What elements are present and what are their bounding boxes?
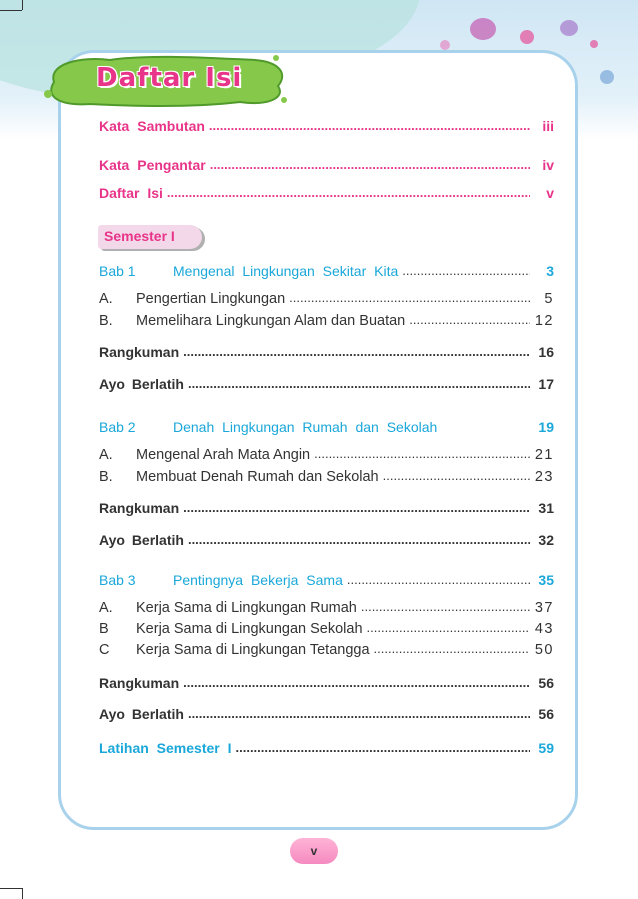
section-entry[interactable] <box>99 642 554 662</box>
summary-entry[interactable] <box>99 675 554 695</box>
semester-tag-label: Semester I <box>104 228 175 244</box>
section-letter: A. <box>99 291 113 307</box>
page-title: Daftar Isi <box>96 63 243 93</box>
paint-splat <box>470 18 496 40</box>
leader-dots <box>314 446 530 462</box>
toc-entry[interactable] <box>99 185 554 205</box>
exercise-label: Ayo Berlatih <box>99 532 184 548</box>
chapter-entry[interactable] <box>99 572 554 592</box>
leader-dots <box>361 599 530 615</box>
summary-page: 56 <box>538 675 554 691</box>
chapter-entry[interactable] <box>99 263 554 283</box>
leader-dots <box>188 531 530 547</box>
chapter-entry[interactable] <box>99 419 554 439</box>
summary-label: Rangkuman <box>99 500 180 516</box>
crop-mark <box>22 888 23 899</box>
exercise-entry[interactable] <box>99 532 554 552</box>
paint-splat <box>440 40 450 50</box>
leader-dots <box>188 705 530 721</box>
leader-dots <box>210 156 530 172</box>
section-title: Membuat Denah Rumah dan Sekolah <box>136 469 379 485</box>
crop-mark <box>0 888 22 889</box>
toc-entry[interactable] <box>99 157 554 177</box>
toc-entry-page: v <box>546 185 554 201</box>
section-letter: B <box>99 621 109 637</box>
crop-mark <box>22 0 23 10</box>
section-entry[interactable] <box>99 313 554 333</box>
chapter-number: Bab 3 <box>99 572 136 588</box>
chapter-number: Bab 1 <box>99 263 136 279</box>
leader-dots <box>188 375 530 391</box>
toc-entry-page: iv <box>542 157 554 173</box>
toc-entry-label: Kata Pengantar <box>99 157 206 173</box>
toc-entry[interactable] <box>99 118 554 138</box>
section-title: Kerja Sama di Lingkungan Sekolah <box>136 621 363 637</box>
leader-dots <box>374 641 530 657</box>
section-entry[interactable] <box>99 469 554 489</box>
leader-dots <box>402 262 530 278</box>
semester-exercise-label: Latihan Semester I <box>99 740 232 756</box>
section-page: 12 <box>534 313 554 329</box>
paint-splat <box>560 20 578 36</box>
leader-dots <box>409 312 530 328</box>
summary-page: 31 <box>538 500 554 516</box>
paint-splat <box>600 70 614 84</box>
section-title: Mengenal Arah Mata Angin <box>136 447 311 463</box>
exercise-page: 56 <box>538 706 554 722</box>
summary-entry[interactable] <box>99 500 554 520</box>
exercise-page: 32 <box>538 532 554 548</box>
section-letter: A. <box>99 600 113 616</box>
section-letter: B. <box>99 313 113 329</box>
chapter-title: Pentingnya Bekerja Sama <box>173 572 343 588</box>
summary-label: Rangkuman <box>99 344 180 360</box>
section-title: Memelihara Lingkungan Alam dan Buatan <box>136 313 406 329</box>
section-title: Kerja Sama di Lingkungan Rumah <box>136 600 357 616</box>
section-title: Kerja Sama di Lingkungan Tetangga <box>136 642 370 658</box>
exercise-entry[interactable] <box>99 706 554 726</box>
section-entry[interactable] <box>99 291 554 311</box>
chapter-title: Mengenal Lingkungan Sekitar Kita <box>173 263 399 279</box>
exercise-label: Ayo Berlatih <box>99 376 184 392</box>
paint-splat <box>590 40 598 48</box>
crop-mark <box>0 10 22 11</box>
section-page: 5 <box>544 291 554 307</box>
leader-dots <box>183 674 530 690</box>
leader-dots <box>183 343 530 359</box>
chapter-page: 35 <box>538 572 554 588</box>
section-entry[interactable] <box>99 447 554 467</box>
leader-dots <box>236 739 531 755</box>
leader-dots <box>183 499 530 515</box>
section-entry[interactable] <box>99 600 554 620</box>
leader-dots <box>289 290 530 306</box>
exercise-entry[interactable] <box>99 376 554 396</box>
exercise-label: Ayo Berlatih <box>99 706 184 722</box>
toc-entry-label: Kata Sambutan <box>99 118 205 134</box>
semester-tag <box>98 225 202 249</box>
chapter-page: 19 <box>538 419 554 435</box>
semester-exercise-page: 59 <box>538 740 554 756</box>
paint-splat <box>520 30 534 44</box>
leader-dots <box>209 117 530 133</box>
section-letter: C <box>99 642 110 658</box>
page-number-badge: v <box>290 838 338 864</box>
leader-dots <box>167 184 530 200</box>
semester-exercise-entry[interactable] <box>99 740 554 760</box>
section-letter: B. <box>99 469 113 485</box>
section-page: 21 <box>534 447 554 463</box>
section-page: 23 <box>534 469 554 485</box>
toc-entry-page: iii <box>542 118 554 134</box>
exercise-page: 17 <box>538 376 554 392</box>
section-entry[interactable] <box>99 621 554 641</box>
chapter-title: Denah Lingkungan Rumah dan Sekolah <box>173 419 438 435</box>
chapter-number: Bab 2 <box>99 419 136 435</box>
summary-label: Rangkuman <box>99 675 180 691</box>
leader-dots <box>367 620 530 636</box>
section-page: 37 <box>534 600 554 616</box>
section-title: Pengertian Lingkungan <box>136 291 286 307</box>
section-letter: A. <box>99 447 113 463</box>
summary-entry[interactable] <box>99 344 554 364</box>
leader-dots <box>347 571 530 587</box>
leader-dots <box>383 468 530 484</box>
summary-page: 16 <box>538 344 554 360</box>
section-page: 43 <box>534 621 554 637</box>
section-page: 50 <box>534 642 554 658</box>
toc-entry-label: Daftar Isi <box>99 185 163 201</box>
chapter-page: 3 <box>546 263 554 279</box>
